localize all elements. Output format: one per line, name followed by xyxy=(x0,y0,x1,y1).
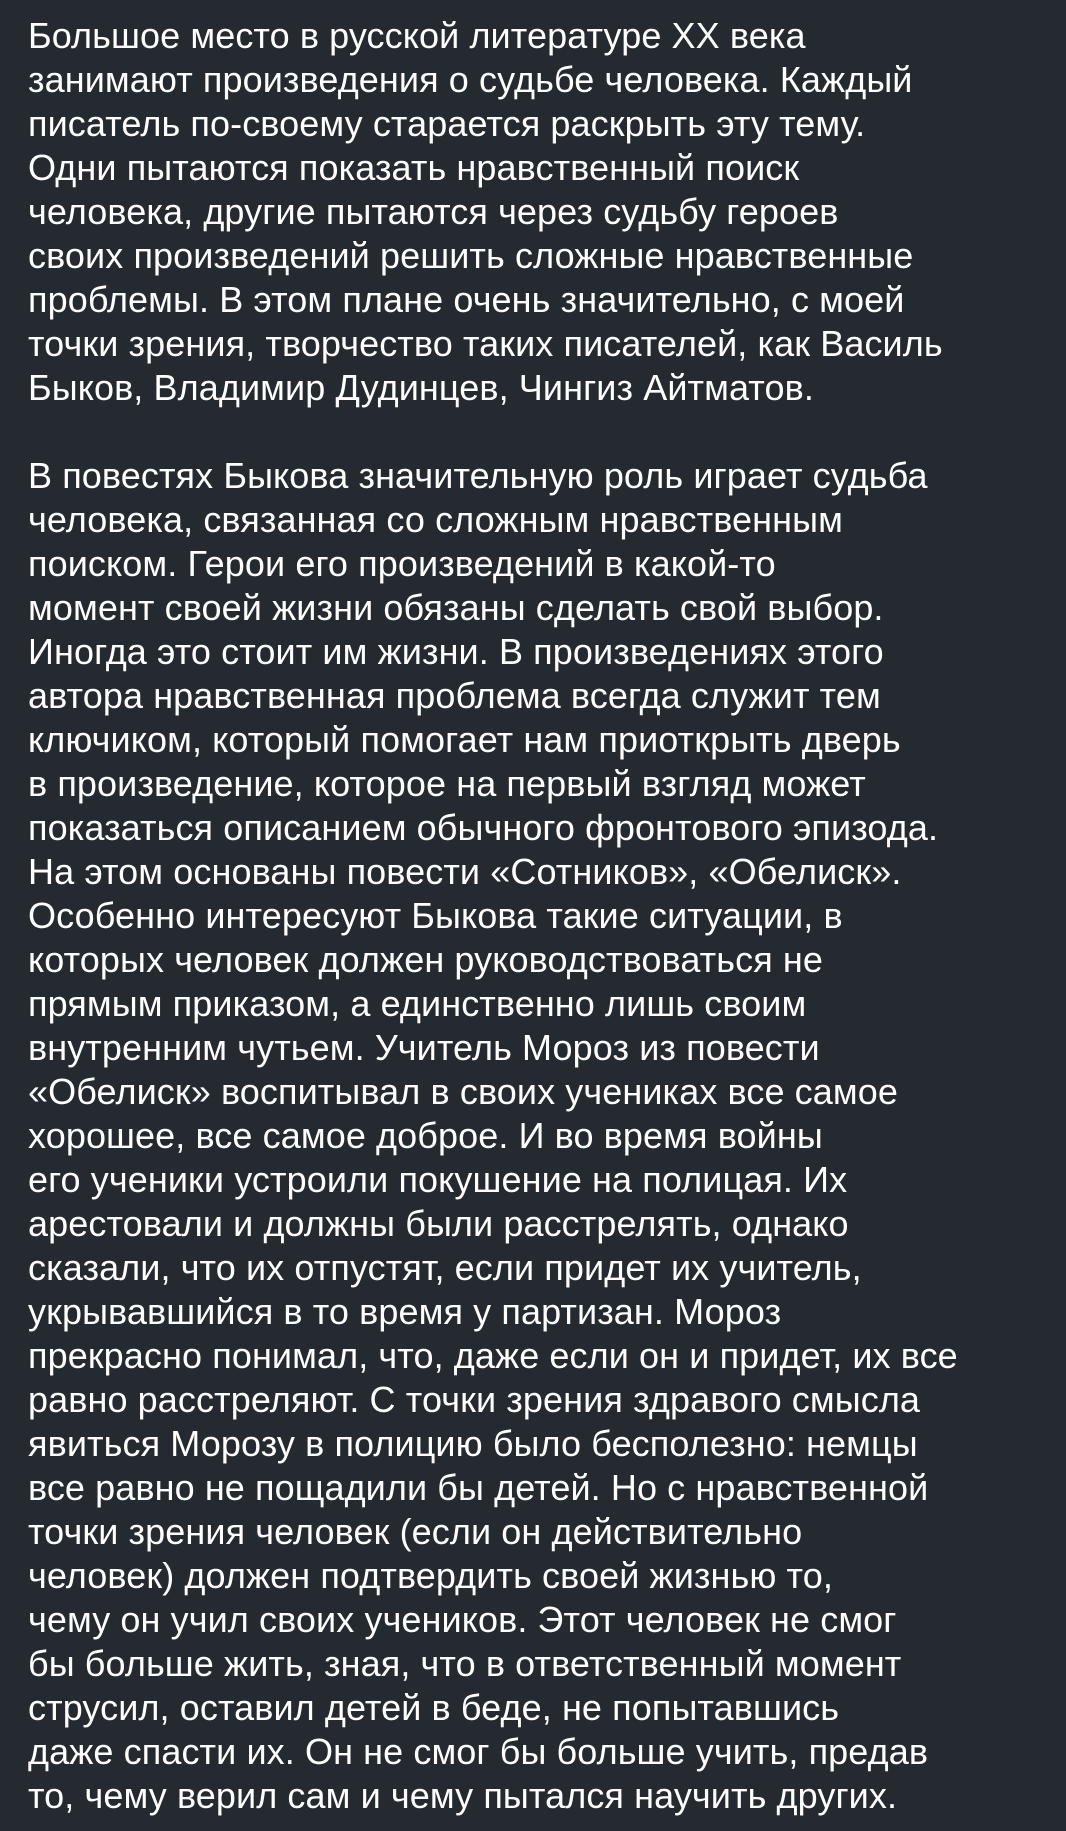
text-line: своих произведений решить сложные нравственные xyxy=(28,235,914,276)
essay-text xyxy=(28,0,1058,1818)
text-line: все равно не пощадили бы детей. Но с нравственной xyxy=(28,1467,929,1508)
text-line: укрывавшийся в то время у партизан. Мороз xyxy=(28,1291,782,1332)
text-line: Большое место в русской литературе XX века xyxy=(28,15,806,56)
text-line: Быков, Владимир Дудинцев, Чингиз Айтматов. xyxy=(28,367,814,408)
text-line: момент своей жизни обязаны сделать свой выбор. xyxy=(28,587,884,628)
text-line: внутренним чутьем. Учитель Мороз из повести xyxy=(28,1027,820,1068)
text-line: равно расстреляют. С точки зрения здравого смысла xyxy=(28,1379,921,1420)
text-line: прямым приказом, а единственно лишь своим xyxy=(28,983,807,1024)
text-line: проблемы. В этом плане очень значительно, с моей xyxy=(28,279,905,320)
text-line: человек) должен подтвердить своей жизнью то, xyxy=(28,1555,833,1596)
text-line: арестовали и должны были расстрелять, однако xyxy=(28,1203,849,1244)
paragraph-2 xyxy=(28,454,1058,1818)
text-line: писатель по-своему старается раскрыть эту тему. xyxy=(28,103,866,144)
text-line: поиском. Герои его произведений в какой-то xyxy=(28,543,776,584)
text-line: чему он учил своих учеников. Этот человек не смог xyxy=(28,1599,897,1640)
text-line: которых человек должен руководствоваться не xyxy=(28,939,823,980)
text-line: человека, другие пытаются через судьбу героев xyxy=(28,191,839,232)
text-line: В повестях Быкова значительную роль играет судьба xyxy=(28,455,928,496)
text-line: Одни пытаются показать нравственный поиск xyxy=(28,147,800,188)
text-line: бы больше жить, зная, что в ответственный момент xyxy=(28,1643,902,1684)
text-line: автора нравственная проблема всегда служит тем xyxy=(28,675,881,716)
text-line: Иногда это стоит им жизни. В произведениях этого xyxy=(28,631,884,672)
text-line: человека, связанная со сложным нравственным xyxy=(28,499,843,540)
text-line: ключиком, который помогает нам приоткрыть дверь xyxy=(28,719,901,760)
text-line: хорошее, все самое доброе. И во время войны xyxy=(28,1115,823,1156)
paragraph-gap xyxy=(28,410,1058,454)
paragraph-1 xyxy=(28,14,1058,410)
text-line: сказали, что их отпустят, если придет их учитель, xyxy=(28,1247,862,1288)
text-line: струсил, оставил детей в беде, не попытавшись xyxy=(28,1687,840,1728)
text-line: показаться описанием обычного фронтового эпизода. xyxy=(28,807,939,848)
text-line: то, чему верил сам и чему пытался научить других. xyxy=(28,1775,898,1816)
text-line: в произведение, которое на первый взгляд может xyxy=(28,763,866,804)
text-line: «Обелиск» воспитывал в своих учениках все самое xyxy=(28,1071,898,1112)
text-line: его ученики устроили покушение на полицая. Их xyxy=(28,1159,848,1200)
text-line: даже спасти их. Он не смог бы больше учить, предав xyxy=(28,1731,929,1772)
text-line: явиться Морозу в полицию было бесполезно: немцы xyxy=(28,1423,918,1464)
text-line: прекрасно понимал, что, даже если он и придет, их все xyxy=(28,1335,958,1376)
text-line: Особенно интересуют Быкова такие ситуации, в xyxy=(28,895,843,936)
text-line: занимают произведения о судьбе человека. Каждый xyxy=(28,59,913,100)
text-line: точки зрения, творчество таких писателей, как Василь xyxy=(28,323,943,364)
text-line: На этом основаны повести «Сотников», «Обелиск». xyxy=(28,851,902,892)
text-line: точки зрения человек (если он действительно xyxy=(28,1511,803,1552)
